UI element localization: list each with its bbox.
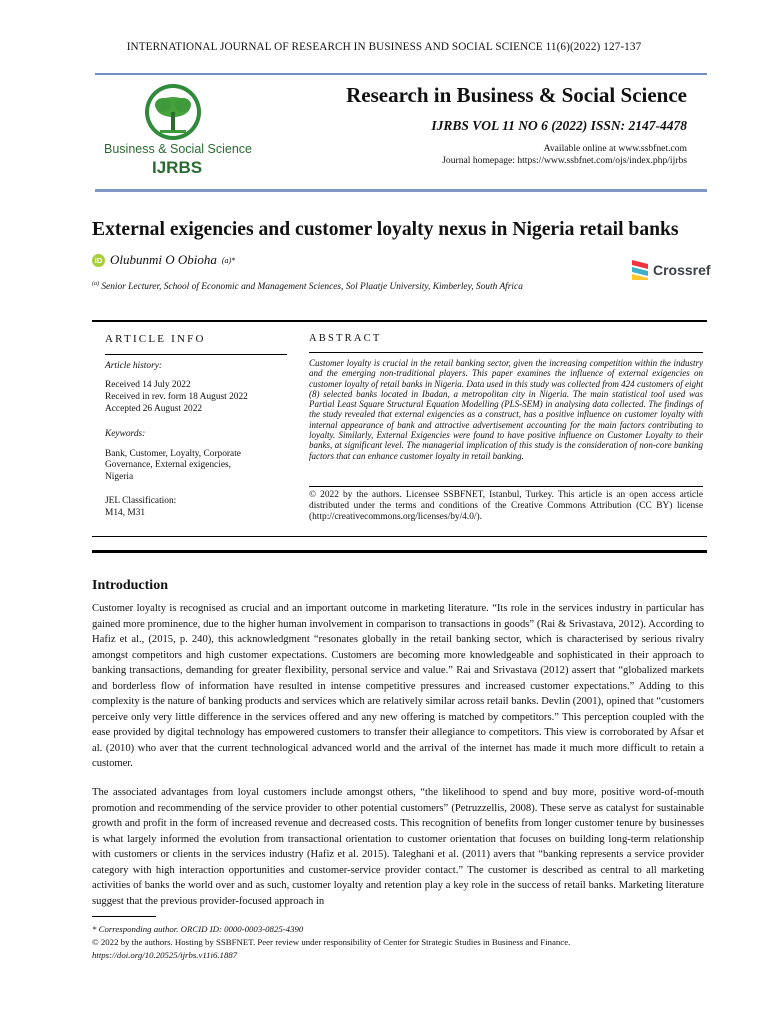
license-text: © 2022 by the authors. Licensee SSBFNET, Istanbul, Turkey. This article is an open access article distributed under the terms and conditions of the Creative Commons Attribution (CC BY) license (http://creativecommons.org/licenses/by/4.0/). — [309, 490, 703, 522]
journal-logo — [100, 82, 270, 182]
affiliation-text: Senior Lecturer, School of Economic and Management Sciences, Sol Plaatje University, Kimberley, South Africa — [101, 282, 523, 293]
jel-codes: M14, M31 — [105, 508, 146, 518]
jel-label: JEL Classification: — [105, 496, 177, 506]
info-bottom-rule-thin — [92, 536, 707, 537]
logo-name: Business & Social Science — [104, 142, 252, 156]
author-line — [92, 252, 235, 268]
crossref-icon — [630, 258, 650, 282]
license-rule — [309, 486, 703, 487]
journal-homepage: Journal homepage: https://www.ssbfnet.com/ojs/index.php/ijrbs — [442, 155, 687, 166]
info-bottom-rule-thick — [92, 550, 707, 553]
footnote-rule — [92, 916, 156, 917]
article-info-heading: ARTICLE INFO — [105, 333, 206, 345]
keywords-line-3: Nigeria — [105, 472, 134, 482]
article-title: External exigencies and customer loyalty nexus in Nigeria retail banks — [92, 219, 679, 240]
author-name: Olubunmi O Obioha — [110, 252, 217, 267]
crossref-label: Crossref — [653, 262, 711, 278]
affiliation-superscript: (a) — [92, 281, 99, 287]
crossref-badge[interactable] — [630, 258, 711, 282]
abstract-text: Customer loyalty is crucial in the retail banking sector, given the increasing competition within the industry and the emerging non-traditional players. This paper examines the influence of external exigencies on customer loyalty of retail banks in Nigeria. Data used in this study was collected from 424 customers of eight (8) selected banks located in Ibadan, a metropolitan city in Nigeria. The main statistical tool used was Partial Least Square Structural Equation Modelling (PLS-SEM) in analysing data collected. The findings of the study revealed that external exigencies as a construct, has a positive influence on customer loyalty with internal appearance of bank and attractive advertisement accounting for the main factors contributing to loyalty. Similarly, External Exigencies were found to have positive influence on Customer Loyalty to their banks, at significant level. The managerial implication of this study is the consideration of non-core banking factors that can enhance customer loyalty in retail banking. — [309, 358, 703, 461]
masthead-divider — [95, 189, 707, 192]
keywords-line-2: Governance, External exigencies, — [105, 460, 231, 470]
abstract-rule — [309, 352, 703, 353]
abstract-heading: ABSTRACT — [309, 333, 382, 344]
introduction-paragraph-2: The associated advantages from loyal customers include amongst others, “the likelihood to spend and buy more, positive word-of-mouth promotion and recommending of the service provider to other potential customers” (Petruzzellis, 2008). These serve as catalyst for sustainable growth and profit in the form of increased revenue and decreased costs. This recognition of benefits from longer customer tenure by businesses is what largely informed the evolution from transactional orientation to customer orientation that focuses on building long-term relationship with customers or clients in the services industry (Hafiz et al. 2015). Taleghani et al. (2011) avers that “banking represents a service provider category with high interaction opportunities and customer-service provider contact.” The customer is described as central to all marketing activities of banks the world over and as such, customer loyalty and retention play a key role in the success of retail banks. Marketing literature suggest that the previous provider-focused approach in — [92, 787, 704, 907]
journal-volume: IJRBS VOL 11 NO 6 (2022) ISSN: 2147-4478 — [431, 118, 687, 133]
article-info-rule — [105, 354, 287, 355]
introduction-paragraph-1: Customer loyalty is recognised as crucial and an important outcome in marketing literature. “Its role in the services industry in particular has gained more prominence, due to the higher human involvement in comparison to transactions in goods” (Rai & Srivastava, 2012). According to Hafiz et al., (2015, p. 240), this acknowledgment “resonates globally in the retail banking sector, which is characterised by serious rivalry amongst competitors and high customer expectations. Customers are becoming more knowledgeable and sophisticated in their approach to banking transactions, demanding for greater flexibility, personal service and value.” Rai and Srivastava (2012) assert that “globalized markets and borderless flow of information have resulted in intense competitive pressures and increased customer expectations.” Adding to this complexity is the nature of banking products and services which are relatively similar across retail banks. Devlin (2001), opined that “customers perceive only very little difference in the services offered and any new offering is matched by competitors.” This perception coupled with the ease provided by digital technology has empowered customers to transfer their allegiance to competitors. This view is corroborated by Afsar et al. (2010) who aver that the current technological advanced world and the arrival of the internet has made it much more difficult to retain a customer. — [92, 603, 704, 769]
history-label: Article history: — [105, 361, 163, 371]
logo-abbrev: IJRBS — [152, 158, 203, 177]
orcid-icon[interactable]: iD — [92, 254, 105, 267]
journal-title: Research in Business & Social Science — [346, 83, 687, 107]
affiliation — [92, 281, 523, 292]
running-head: INTERNATIONAL JOURNAL OF RESEARCH IN BUSINESS AND SOCIAL SCIENCE 11(6)(2022) 127-137 — [126, 41, 642, 53]
copyright-note: © 2022 by the authors. Hosting by SSBFNET. Peer review under responsibility of Center for Strategic Studies in Business and Finance. — [92, 937, 571, 947]
journal-availability: Available online at www.ssbfnet.com — [543, 143, 687, 154]
info-top-rule — [92, 320, 707, 322]
header-divider — [95, 73, 707, 75]
doi-link[interactable]: https://doi.org/10.20525/ijrbs.v11i6.1887 — [92, 950, 238, 960]
introduction-heading: Introduction — [92, 578, 168, 593]
keywords-label: Keywords: — [105, 429, 146, 439]
revised-date: Received in rev. form 18 August 2022 — [105, 392, 248, 402]
received-date: Received 14 July 2022 — [105, 380, 191, 390]
author-superscript: (a)* — [221, 255, 236, 265]
corresponding-author-note: * Corresponding author. ORCID ID: 0000-0003-0825-4390 — [92, 924, 304, 934]
keywords-line-1: Bank, Customer, Loyalty, Corporate — [105, 449, 241, 459]
accepted-date: Accepted 26 August 2022 — [105, 404, 203, 414]
